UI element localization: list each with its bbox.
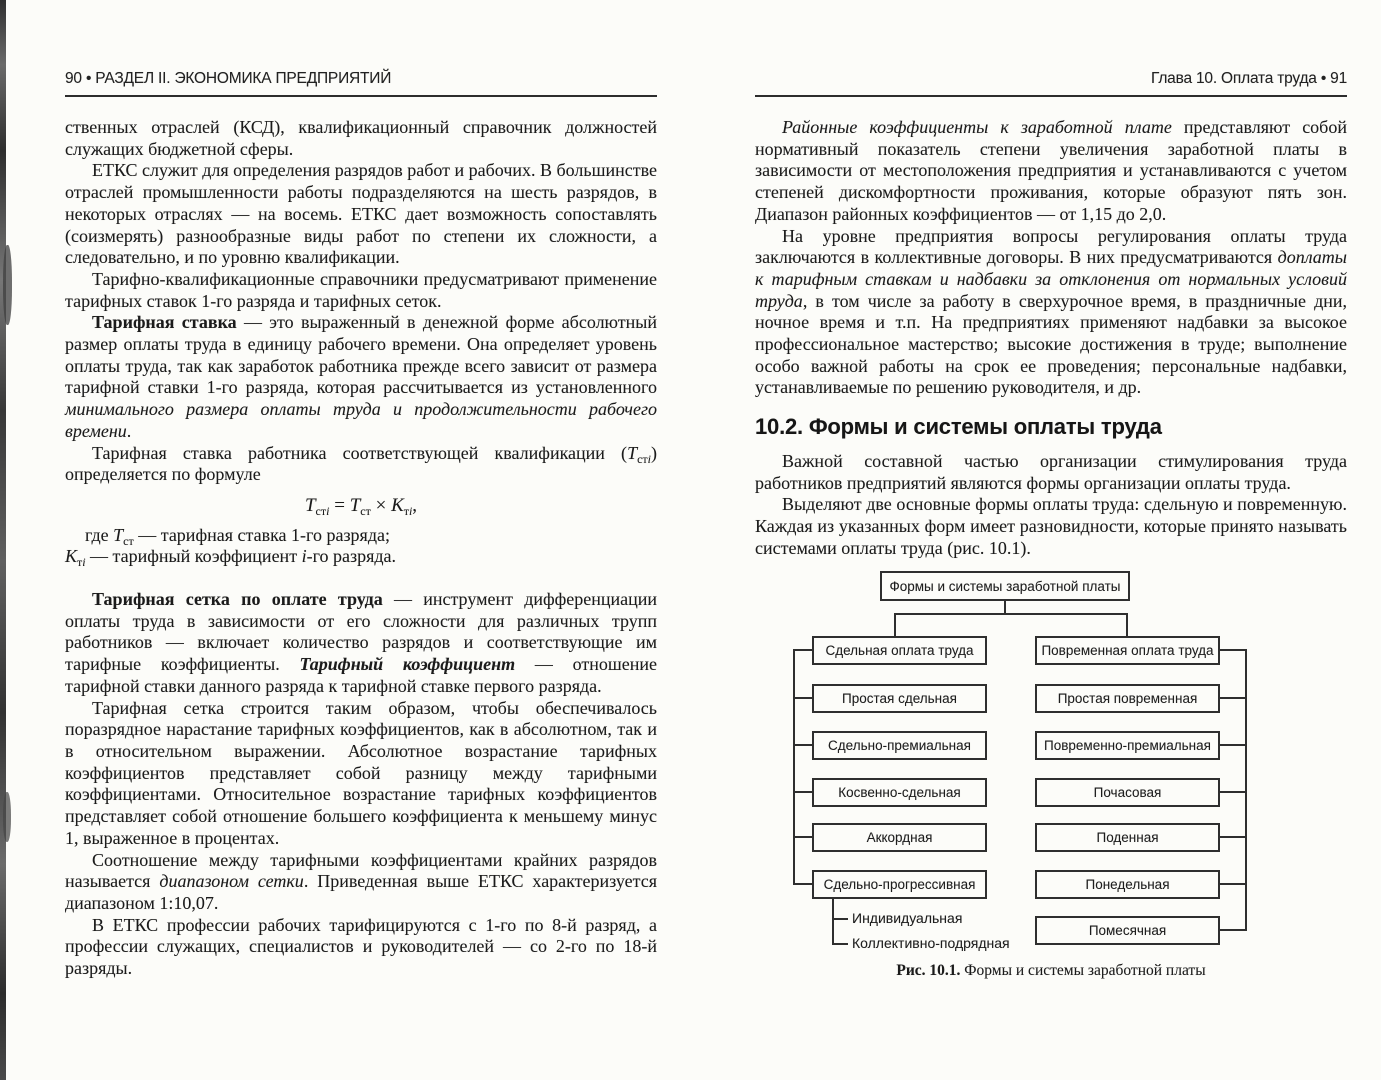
diagram-box-simple-piecework: Простая сдельная	[812, 684, 987, 713]
left-page-body	[65, 117, 657, 980]
paragraph: Важной составной частью организации стимулирования труда работников предприятий являются формы организации оплаты труда.	[755, 450, 1347, 493]
left-page	[65, 70, 657, 980]
connector-line	[1220, 883, 1245, 885]
connector-line	[793, 836, 812, 838]
connector-line	[834, 918, 848, 920]
connector-line	[793, 650, 795, 885]
diagram-box-lump-sum: Аккордная	[812, 823, 987, 852]
right-page-header	[755, 70, 1347, 97]
paragraph: Тарифная сетка по оплате труда — инструмент дифференциации оплаты труда в зависимости от его сложности для различных трупп работников — включает количество разрядов и соответствующие им тарифные коэффициенты. Тарифный коэффициент — отношение тарифной ставки данного разряда к тарифной ставке первого разряда.	[65, 589, 658, 696]
paragraph: Выделяют две основные формы оплаты труда: сдельную и повременную. Каждая из указанных форм имеет разновидности, которые принято называть системами оплаты труда (рис. 10.1).	[755, 494, 1347, 558]
right-page	[755, 70, 1347, 986]
diagram-root-box: Формы и системы заработной платы	[880, 571, 1130, 601]
right-running-title: Глава 10. Оплата труда • 91	[1151, 70, 1347, 87]
connector-line	[1220, 744, 1245, 746]
right-page-body	[755, 117, 1347, 559]
left-page-header	[65, 70, 657, 97]
diagram-box-simple-time: Простая повременная	[1035, 684, 1220, 713]
diagram-box-time-bonus: Повременно-премиальная	[1035, 731, 1220, 760]
diagram-subitem-collective: Коллективно-подрядная	[852, 935, 1010, 952]
diagram-box-time-based: Повременная оплата труда	[1035, 636, 1220, 665]
paragraph: Тарифно-квалификационные справочники предусматривают применение тарифных ставок 1-го разряда и тарифных сеток.	[65, 268, 657, 311]
diagram-box-progressive-piecework: Сдельно-прогрессивная	[812, 870, 987, 899]
formula-legend-line: $К_{тi}$ — тарифный коэффициент i-го разряда.	[65, 546, 397, 570]
connector-line	[1220, 836, 1245, 838]
formula-legend-line: где $Т_{ст}$ — тарифная ставка 1-го разряда;	[85, 524, 390, 548]
connector-line	[1220, 697, 1245, 699]
scan-edge-artifact	[0, 0, 6, 1080]
diagram-box-monthly: Помесячная	[1035, 916, 1220, 945]
diagram-box-piecework-bonus: Сдельно-премиальная	[812, 731, 987, 760]
connector-line	[1245, 649, 1247, 931]
diagram-box-daily: Поденная	[1035, 823, 1220, 852]
figure-caption-text: Формы и системы заработной платы	[960, 962, 1206, 980]
paragraph: ЕТКС служит для определения разрядов работ и рабочих. В большинстве отраслей промышленности работы подразделяются на шесть разрядов, в некоторых отраслях — на восемь. ЕТКС дает возможность сопоставлять (соизмерять) разнообразные виды работ по степени их сложности, а следовательно, и по уровню квалификации.	[65, 160, 657, 268]
connector-line	[894, 615, 896, 636]
figure-10-1-diagram	[755, 571, 1347, 986]
connector-line	[894, 613, 1128, 615]
diagram-box-hourly: Почасовая	[1035, 778, 1220, 807]
paragraph: В ЕТКС профессии рабочих тарифицируются с 1-го по 8-й разряд, а профессии служащих, специалистов и руководителей — со 2-го по 18-й разряды.	[65, 914, 657, 979]
connector-line	[1004, 601, 1006, 613]
paragraph: ственных отраслей (КСД), квалификационный справочник должностей служащих бюджетной сферы.	[65, 117, 657, 159]
connector-line	[793, 744, 812, 746]
diagram-box-piecework: Сдельная оплата труда	[812, 636, 987, 665]
formula: $Т_{стi} = Т_{ст} \times К_{тi}$,	[304, 494, 418, 518]
formula-legend	[65, 525, 657, 568]
left-running-title: 90 • РАЗДЕЛ II. ЭКОНОМИКА ПРЕДПРИЯТИЙ	[65, 70, 392, 87]
paragraph: Соотношение между тарифными коэффициентами крайних разрядов называется диапазоном сетки. Приведенная выше ЕТКС характеризуется диапазоном 1:10,07.	[65, 849, 658, 913]
figure-caption	[755, 962, 1347, 980]
paragraph: Тарифная сетка строится таким образом, чтобы обеспечивалось поразрядное нарастание тарифных коэффициентов, как в абсолютном, так и в относительном выражении. Абсолютное возрастание тарифных коэффициентов представляет собой разницу между тарифными коэффициентами. Относительное возрастание тарифных коэффициентов представляет собой отношение большего коэффициента к меньшему минус 1, выраженное в процентах.	[65, 697, 657, 848]
connector-line	[793, 697, 812, 699]
connector-line	[1220, 649, 1245, 651]
paragraph: Тарифная ставка — это выраженный в денежной форме абсолютный размер оплаты труда в единицу рабочего времени. Она определяет уровень оплаты труда, так как заработок работника прежде всего зависит от размера тарифной ставки 1-го разряда, которая рассчитывается из установленного минимального размера оплаты труда и продолжительности рабочего времени.	[65, 312, 657, 441]
connector-line	[1220, 929, 1245, 931]
diagram-subitem-individual: Индивидуальная	[852, 910, 963, 927]
figure-caption-label: Рис. 10.1.	[896, 962, 961, 980]
connector-line	[793, 883, 812, 885]
connector-line	[1220, 791, 1245, 793]
connector-line	[832, 899, 834, 945]
paragraph: На уровне предприятия вопросы регулирования оплаты труда заключаются в коллективные договоры. В них предусматриваются доплаты к тарифным ставкам и надбавки за отклонения от нормальных условий труда, в том числе за работу в сверхурочное время, в праздничные дни, ночное время и т.п. На предприятиях применяют надбавки за высокое профессиональное мастерство; высокие достижения в труде; выполнение особо важной работы на срок ее проведения; персональные надбавки, устанавливаемые по решению руководителя, и др.	[755, 225, 1347, 398]
paragraph: Районные коэффициенты к заработной плате представляют собой нормативный показатель степени увеличения заработной платы в зависимости от местоположения предприятия и устанавливаются с учетом степеней дискомфортности проживания, которые образуют пять зон. Диапазон районных коэффициентов — от 1,15 до 2,0.	[755, 117, 1347, 224]
diagram-box-indirect-piecework: Косвенно-сдельная	[812, 778, 987, 807]
connector-line	[793, 649, 812, 651]
connector-line	[793, 791, 812, 793]
section-heading: 10.2. Формы и системы оплаты труда	[755, 414, 1162, 440]
connector-line	[1126, 615, 1128, 636]
diagram-box-weekly: Понедельная	[1035, 870, 1220, 899]
paragraph: Тарифная ставка работника соответствующей квалификации $(Т_{стi})$ определяется по формуле	[65, 442, 657, 485]
connector-line	[834, 943, 848, 945]
